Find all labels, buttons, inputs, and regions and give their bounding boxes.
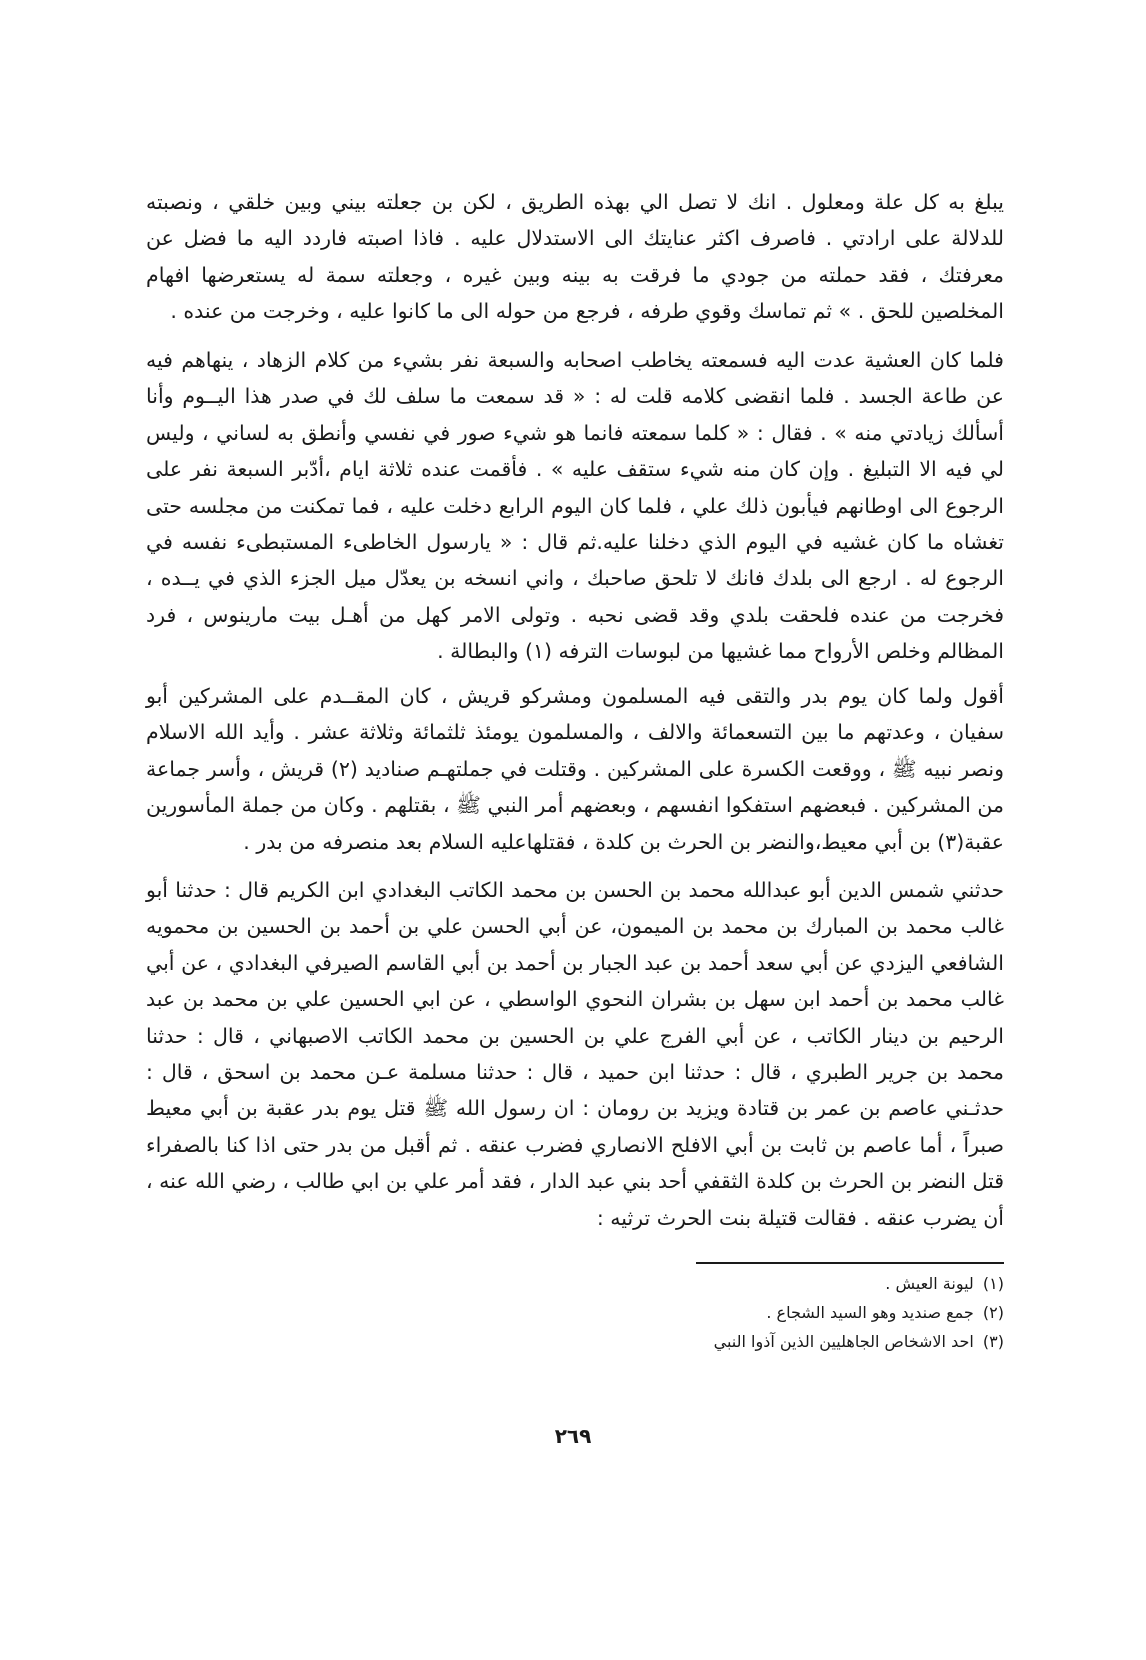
footnote-text: جمع صنديد وهو السيد الشجاع . [766,1303,974,1322]
paragraph-3: أقول ولما كان يوم بدر والتقى فيه المسلمون ومشركو قريش ، كان المقــدم على المشركين أبو سفيان ، وعدتهم ما بين التسعمائة والالف ، والمسلمون يومئذ ثلثمائة وثلاثة عشر . وأيد الله الاسلام ونصر نبيه ﷺ ، ووقعت الكسرة على المشركين . وقتلت في جملتهـم صناديد (٢) قريش ، وأسر جماعة من المشركين . فبعضهم استفكوا انفسهم ، وبعضهم أمر النبي ﷺ ، بقتلهم . وكان من جملة المأسورين عقبة(٣) بن أبي معيط،والنضر بن الحرث بن كلدة ، فقتلهاعليه السلام بعد منصرفه من بدر . [146,684,1004,854]
footnote-text: احد الاشخاص الجاهليين الذين آذوا النبي [713,1332,974,1351]
footnote-2 [584,1298,1004,1327]
footnote-1 [584,1269,1004,1298]
footnote-divider [696,1262,1004,1264]
paragraph-4: حدثني شمس الدين أبو عبدالله محمد بن الحسن بن محمد الكاتب البغدادي ابن الكريم قال : حدثنا أبو غالب محمد بن المبارك بن محمد بن الميمون، عن أبي الحسن علي بن أحمد بن الحسين بن محمويه الشافعي اليزدي عن أبي سعد أحمد بن عبد الجبار بن أحمد بن أبي القاسم الصيرفي البغدادي ، عن أبي غالب محمد بن أحمد ابن سهل بن بشران النحوي الواسطي ، عن ابي الحسين علي بن محمد بن عبد الرحيم بن دينار الكاتب ، عن أبي الفرج علي بن الحسين بن محمد الكاتب الاصبهاني ، قال : حدثنا محمد بن جرير الطبري ، قال : حدثنا ابن حميد ، قال : حدثنا مسلمة عـن محمد بن اسحق ، قال : حدثـني عاصم بن عمر بن قتادة ويزيد بن رومان : ان رسول الله ﷺ قتل يوم بدر عقبة بن أبي معيط صبراً ، أما عاصم بن ثابت بن أبي الافلح الانصاري فضرب عنقه . ثم أقبل من بدر حتى اذا كنا بالصفراء قتل النضر بن الحرث بن كلدة الثقفي أحد بني عبد الدار ، فقد أمر علي بن ابي طالب ، رضي الله عنه ، أن يضرب عنقه . فقالت قتيلة بنت الحرث ترثيه : [146,878,1004,1230]
footnote-label: (١) [982,1274,1004,1293]
footnote-3 [584,1327,1004,1356]
page-number: ٢٦٩ [554,1424,592,1448]
paragraph-1: يبلغ به كل علة ومعلول . انك لا تصل الي بهذه الطريق ، لكن بن جعلته بيني وبين خلقي ، ونصبته للدلالة على ارادتي . فاصرف اكثر عنايتك الى الاستدلال عليه . فاذا اصبته فاردد اليه ما فضل عن معرفتك ، فقد حملته من جودي ما فرقت به بينه وبين غيره ، وجعلته سمة له يستعرضها افهام المخلصين للحق . » ثم تماسك وقوي طرفه ، فرجع من حوله الى ما كانوا عليه ، وخرجت من عنده . [146,190,1004,324]
footnote-text: ليونة العيش . [885,1274,974,1293]
footnotes [584,1269,1004,1356]
footnote-label: (٣) [982,1332,1004,1351]
paragraph-2: فلما كان العشية عدت اليه فسمعته يخاطب اصحابه والسبعة نفر بشيء من كلام الزهاد ، ينهاهم فيه عن طاعة الجسد . فلما انقضى كلامه قلت له : « قد سمعت ما سلف لك في صدر هذا اليــوم وأنا أسألك زيادتي منه » . فقال : « كلما سمعته فانما هو شيء صور في نفسي وأنطق به لساني ، وليس لي فيه الا التبليغ . وإن كان منه شيء ستقف عليه » . فأقمت عنده ثلاثة ايام ،أدّبر السبعة نفر على الرجوع الى اوطانهم فيأبون ذلك علي ، فلما كان اليوم الرابع دخلت عليه ، فما تمكنت من مجلسه حتى تغشاه ما كان غشيه في اليوم الذي دخلنا عليه.ثم قال : « يارسول الخاطىء المستبطىء نفسه في الرجوع له . ارجع الى بلدك فانك لا تلحق صاحبك ، واني انسخه بن يعدّل ميل الجزء الذي في يــده ، فخرجت من عنده فلحقت بلدي وقد قضى نحبه . وتولى الامر كهل من أهـل بيت مارينوس ، فرد المظالم وخلص الأرواح مما غشيها من لبوسات الترفه (١) والبطالة . [146,348,1004,664]
footnote-label: (٢) [982,1303,1004,1322]
